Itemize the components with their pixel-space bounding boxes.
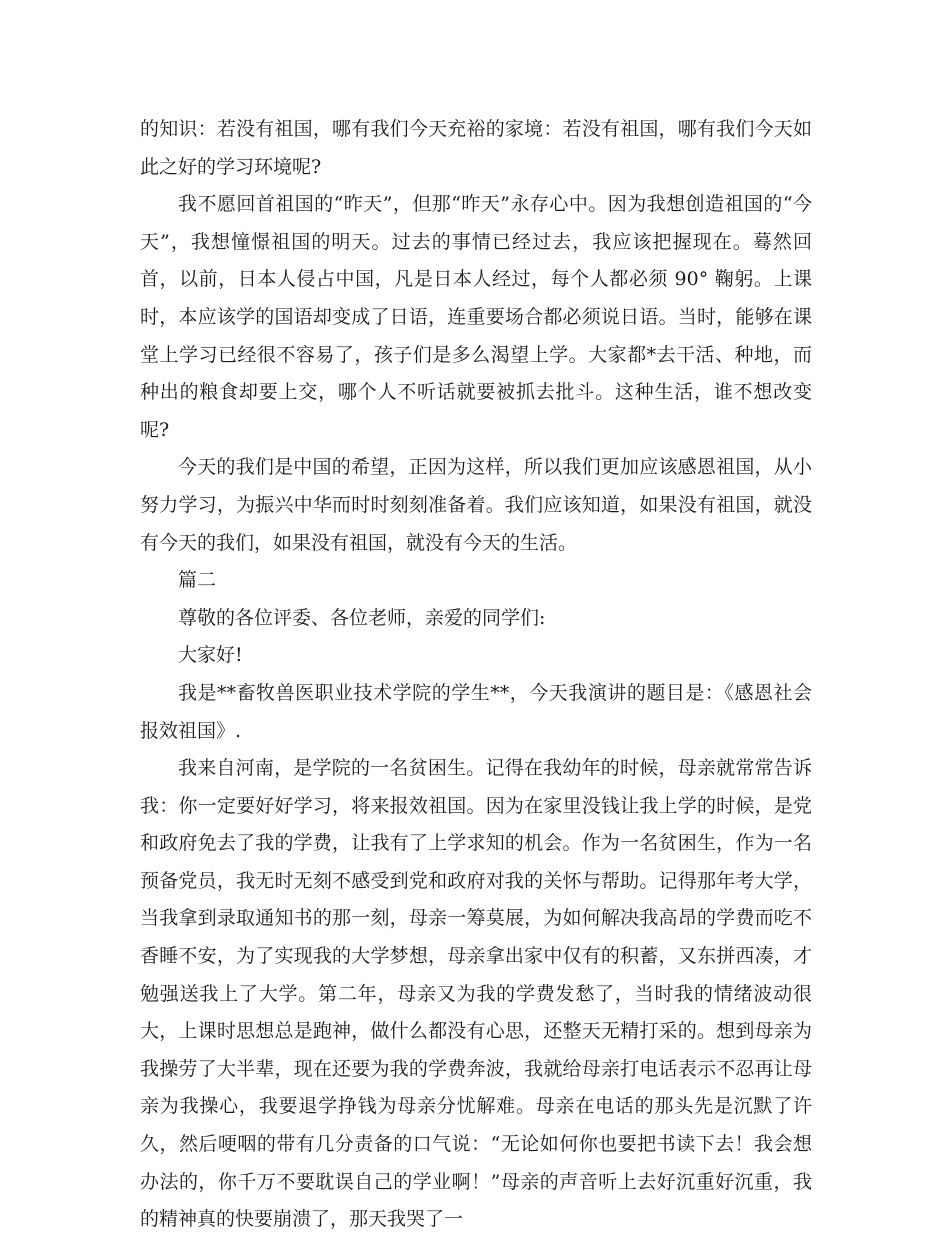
paragraph-mother-story: 我来自河南，是学院的一名贫困生。记得在我幼年的时候，母亲就常常告诉我：你一定要好好学习，将来报效祖国。因为在家里没钱让我上学的时候，是党和政府免去了我的学费，让我有了上学求知的机会。作为一名贫困生，作为一名预备党员，我无时无刻不感受到党和政府对我的关怀与帮助。记得那年考大学，当我拿到录取通知书的那一刻，母亲一筹莫展，为如何解决我高昂的学费而吃不香睡不安，为了实现我的大学梦想，母亲拿出家中仅有的积蓄，又东拼西凑，才勉强送我上了大学。第二年，母亲又为我的学费发愁了，当时我的情绪波动很大，上课时思想总是跑神，做什么都没有心思，还整天无精打采的。想到母亲为我操劳了大半辈，现在还要为我的学费奔波，我就给母亲打电话表示不忍再让母亲为我操心，我要退学挣钱为母亲分忧解难。母亲在电话的那头先是沉默了许久，然后哽咽的带有几分责备的口气说：“无论如何你也要把书读下去！我会想办法的，你千万不要耽误自己的学业啊！”母亲的声音听上去好沉重好沉重，我的精神真的快要崩溃了，那天我哭了一 bbox=[140, 757, 812, 1231]
paragraph-continuation: 的知识：若没有祖国，哪有我们今天充裕的家境：若没有祖国，哪有我们今天如此之好的学习环境呢? bbox=[140, 118, 812, 178]
section-heading-part-two: 篇二 bbox=[178, 569, 217, 592]
paragraph-yesterday-today: 我不愿回首祖国的“昨天”，但那“昨天”永存心中。因为我想创造祖国的“今天”，我想憧憬祖国的明天。过去的事情已经过去，我应该把握现在。蓦然回首，以前，日本人侵占中国，凡是日本人经过，每个人都必须 90° 鞠躬。上课时，本应该学的国语却变成了日语，连重要场合都必须说日语。当时，能够在课堂上学习已经很不容易了，孩子们是多么渴望上学。大家都*去干活、种地，而种出的粮食却要上交，哪个人不听话就要被抓去批斗。这种生活，谁不想改变呢? bbox=[140, 193, 812, 441]
paragraph-hope-of-china: 今天的我们是中国的希望，正因为这样，所以我们更加应该感恩祖国，从小努力学习，为振兴中华而时时刻刻准备着。我们应该知道，如果没有祖国，就没有今天的我们，如果没有祖国，就没有今天的生活。 bbox=[140, 456, 812, 554]
document-body bbox=[140, 111, 812, 1239]
paragraph-speech-intro: 我是**畜牧兽医职业技术学院的学生**，今天我演讲的题目是：《感恩社会报效祖国》. bbox=[140, 681, 812, 742]
salutation: 尊敬的各位评委、各位老师，亲爱的同学们: bbox=[178, 606, 546, 629]
greeting: 大家好! bbox=[178, 644, 243, 667]
